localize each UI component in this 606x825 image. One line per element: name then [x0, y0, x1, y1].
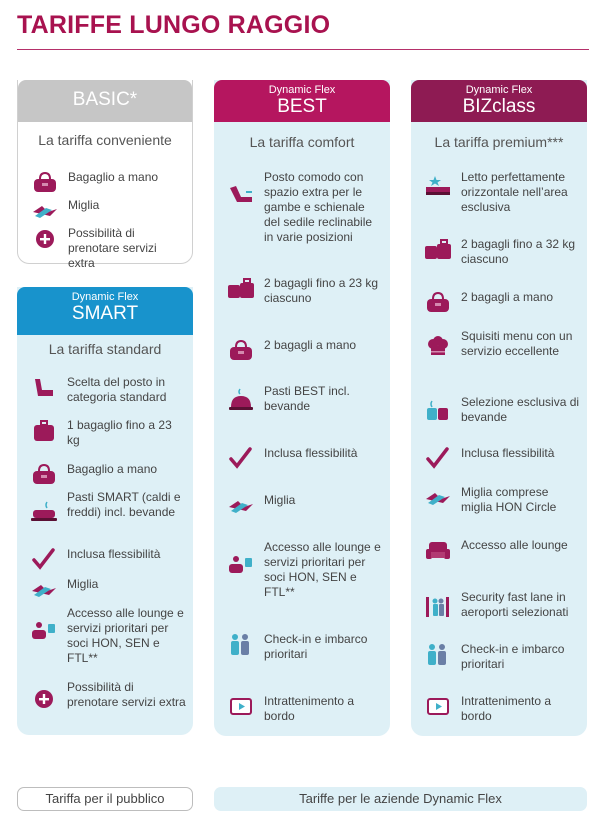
- feature-text: Possibilità di prenotare servizi extra: [68, 226, 157, 270]
- feature-item: [214, 632, 390, 676]
- feature-text: Bagaglio a mano: [68, 170, 159, 184]
- fare-tagline: La tariffa premium***: [434, 134, 564, 150]
- fare-card-header: [411, 80, 587, 122]
- feature-item: [411, 485, 587, 529]
- fare-card-header: [17, 287, 193, 335]
- feature-item: [411, 642, 587, 686]
- miles-plane-icon: [226, 493, 256, 519]
- fare-name: BASIC*: [72, 89, 138, 110]
- feature-item: [411, 446, 587, 490]
- handbag-icon: [30, 170, 60, 196]
- handbag-icon: [226, 338, 256, 364]
- miles-plane-icon: [30, 198, 60, 224]
- feature-text: Selezione esclusiva di bevande: [461, 395, 580, 424]
- feature-item: [214, 276, 390, 320]
- feature-item: [17, 680, 193, 724]
- feature-item: [214, 384, 390, 428]
- plus-circle-icon: [29, 686, 59, 712]
- feature-item: [411, 694, 587, 738]
- feature-item: [17, 418, 193, 462]
- fare-subtitle: Dynamic Flex: [71, 291, 139, 303]
- feature-item: [411, 290, 587, 334]
- people-checkin-icon: [226, 632, 256, 658]
- plus-circle-icon: [30, 226, 60, 252]
- fare-tagline: La tariffa comfort: [249, 134, 355, 150]
- miles-plane-icon: [423, 485, 453, 511]
- feature-item: [17, 490, 193, 534]
- feature-item: [411, 538, 587, 582]
- feature-item: [17, 606, 193, 665]
- feature-text: Possibilità di prenotare servizi extra: [67, 680, 186, 709]
- feature-text: 2 bagagli fino a 23 kg ciascuno: [264, 276, 379, 305]
- fare-subtitle: Dynamic Flex: [465, 84, 533, 96]
- cloche-icon: [226, 388, 256, 414]
- feature-text: Accesso alle lounge e servizi prioritari per soci HON, SEN e FTL**: [264, 540, 381, 599]
- feature-text: Accesso alle lounge: [461, 538, 568, 552]
- feature-text: Bagaglio a mano: [67, 462, 158, 476]
- fare-card-smart: [17, 287, 193, 735]
- checkmark-icon: [226, 446, 256, 472]
- fare-card-bizclass: [411, 80, 587, 736]
- feature-text: Miglia comprese miglia HON Circle: [461, 485, 557, 514]
- feature-text: Letto perfettamente orizzontale nell’area esclusiva: [461, 170, 568, 214]
- chef-hat-icon: [423, 335, 453, 361]
- feature-item: [17, 375, 193, 419]
- feature-text: Miglia: [68, 198, 100, 212]
- people-checkin-icon: [423, 642, 453, 668]
- feature-text: Pasti SMART (caldi e freddi) incl. bevande: [67, 490, 181, 519]
- security-lane-icon: [423, 594, 453, 620]
- feature-text: 1 bagaglio fino a 23 kg: [67, 418, 172, 447]
- flat-bed-icon: [423, 174, 453, 200]
- screen-play-icon: [226, 694, 256, 720]
- fare-tagline: La tariffa conveniente: [38, 132, 172, 148]
- feature-text: Check-in e imbarco prioritari: [461, 642, 565, 671]
- handbag-icon: [29, 462, 59, 488]
- feature-item: [214, 338, 390, 382]
- feature-item: [411, 237, 587, 281]
- armchair-icon: [423, 538, 453, 564]
- feature-text: Intrattenimento a bordo: [461, 694, 552, 723]
- feature-text: Pasti BEST incl. bevande: [264, 384, 350, 413]
- title-divider: [17, 49, 589, 50]
- feature-text: Inclusa flessibilità: [461, 446, 555, 460]
- lounge-icon: [29, 618, 59, 644]
- fare-subtitle: Dynamic Flex: [268, 84, 336, 96]
- feature-text: Intrattenimento a bordo: [264, 694, 355, 723]
- feature-item: [214, 540, 390, 599]
- meal-tray-icon: [29, 500, 59, 526]
- fare-card-best: [214, 80, 390, 736]
- feature-text: Inclusa flessibilità: [264, 446, 358, 460]
- page-title: TARIFFE LUNGO RAGGIO: [17, 11, 331, 39]
- feature-item: [411, 590, 587, 634]
- fare-name: BEST: [277, 96, 327, 117]
- feature-text: Scelta del posto in categoria standard: [67, 375, 167, 404]
- fare-card-basic: [17, 80, 193, 270]
- fare-name: SMART: [71, 303, 139, 324]
- drinks-icon: [423, 399, 453, 425]
- checkmark-icon: [29, 547, 59, 573]
- two-suitcases-icon: [423, 237, 453, 263]
- feature-item: [411, 395, 587, 439]
- feature-text: Inclusa flessibilità: [67, 547, 161, 561]
- feature-item: [214, 694, 390, 738]
- recline-seat-icon: [226, 182, 256, 208]
- lounge-icon: [226, 552, 256, 578]
- feature-item: [411, 329, 587, 373]
- feature-text: 2 bagagli a mano: [264, 338, 357, 352]
- miles-plane-icon: [29, 577, 59, 603]
- fare-card-header: [18, 80, 192, 122]
- feature-item: [214, 446, 390, 490]
- feature-text: Squisiti menu con un servizio eccellente: [461, 329, 573, 358]
- suitcase-icon: [29, 418, 59, 444]
- feature-text: Posto comodo con spazio extra per le gambe e schienale del sedile reclinabile in varie posizioni: [264, 170, 373, 244]
- fare-card-header: [214, 80, 390, 122]
- footer-business-label: Tariffe per le aziende Dynamic Flex: [214, 787, 587, 811]
- feature-text: Miglia: [264, 493, 296, 507]
- checkmark-icon: [423, 446, 453, 472]
- feature-text: Check-in e imbarco prioritari: [264, 632, 368, 661]
- feature-text: Security fast lane in aeroporti selezionati: [461, 590, 569, 619]
- two-suitcases-icon: [226, 276, 256, 302]
- fare-name: BIZclass: [462, 96, 536, 117]
- fare-tagline: La tariffa standard: [48, 341, 162, 357]
- screen-play-icon: [423, 694, 453, 720]
- feature-item: [18, 226, 192, 270]
- handbag-icon: [423, 290, 453, 316]
- seat-icon: [29, 375, 59, 401]
- feature-text: 2 bagagli a mano: [461, 290, 554, 304]
- feature-text: Accesso alle lounge e servizi prioritari per soci HON, SEN e FTL**: [67, 606, 184, 665]
- feature-item: [411, 170, 587, 214]
- feature-item: [214, 170, 390, 244]
- feature-item: [214, 493, 390, 537]
- footer-public-label: Tariffa per il pubblico: [17, 787, 193, 811]
- feature-text: 2 bagagli fino a 32 kg ciascuno: [461, 237, 576, 266]
- feature-text: Miglia: [67, 577, 99, 591]
